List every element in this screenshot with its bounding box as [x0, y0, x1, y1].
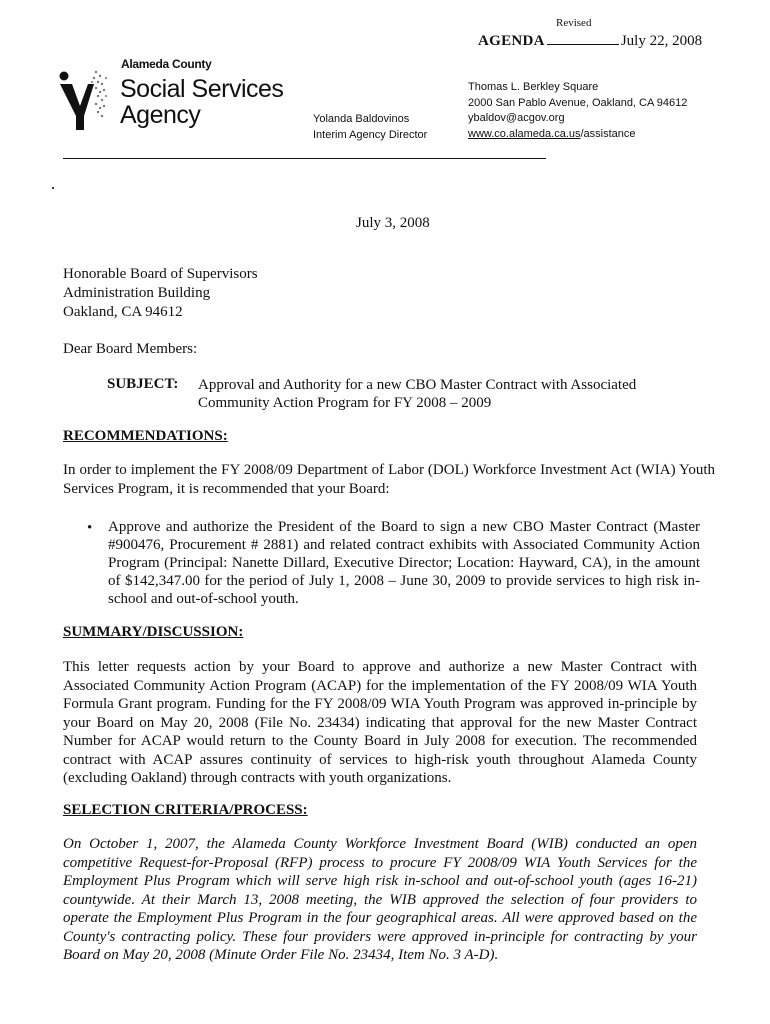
agenda-date: July 22, 2008 [620, 33, 703, 49]
selection-heading: SELECTION CRITERIA/PROCESS: [63, 802, 308, 818]
recipient-line: Honorable Board of Supervisors [63, 266, 258, 282]
recommendations-heading: RECOMMENDATIONS: [63, 428, 228, 444]
revised-stamp: Revised [556, 17, 592, 29]
recommendation-bullet: Approve and authorize the President of the Board to sign a new CBO Master Contract (Master #900476, Procurement # 2881) and related contract exhibits with Associated Community Action Program (Principal: Nanette Dillard, Executive Director; Location: Hayward, CA), in the amount of $142,347.00 for the period of July 1, 2008 – June 30, 2009 to provide services to high risk in-school and out-of-school youth. [108, 519, 700, 607]
agenda-line [478, 32, 702, 50]
agency-logo-icon [58, 62, 118, 132]
agenda-blank-line [547, 32, 619, 45]
website [468, 127, 687, 143]
website-link[interactable]: www.co.alameda.ca.us [468, 127, 581, 140]
bullet-icon: • [87, 520, 93, 536]
address-block [468, 80, 687, 142]
email: ybaldov@acgov.org [468, 112, 565, 124]
summary-body: This letter requests action by your Board to approve and authorize a new Master Contract with Associated Community Action Program (ACAP) for the implementation of the FY 2008/09 WIA Youth Formula Grant program. Funding for the FY 2008/09 WIA Youth Program was approved in-principle by your Board on May 20, 2008 (File No. 23434) indicating that approval for the new Master Contract Number for ACAP would return to the County Board in July 2008 for execution. The recommended contract with ACAP assures continuity of services to high-risk youth throughout Alameda County (excluding Oakland) through contracts with youth organizations. [63, 659, 697, 786]
agency-name-line2: Agency [120, 101, 201, 129]
county-name: Alameda County [121, 57, 212, 71]
selection-body: On October 1, 2007, the Alameda County Workforce Investment Board (WIB) conducted an open competitive Request-for-Proposal (RFP) process to procure FY 2008/09 WIA Youth Services for the Employment Plus Program which will serve high risk in-school and out-of-school youth (ages 16-21) countywide. At their March 13, 2008 meeting, the WIB approved the selection of four providers to operate the Employment Plus Program in the four geographical areas. All were approved based on the County's contracting policy. These four providers were approved in-principle for contracting by your Board on May 20, 2008 (Minute Order File No. 23434, Item No. 3 A-D). [63, 836, 697, 963]
subject-label: SUBJECT: [107, 376, 179, 392]
summary-heading: SUMMARY/DISCUSSION: [63, 624, 244, 640]
recipient-line: Administration Building [63, 285, 211, 301]
agency-name-line1: Social Services [120, 75, 284, 103]
director-title: Interim Agency Director [313, 129, 428, 141]
header-divider [63, 158, 546, 159]
director-name: Yolanda Baldovinos [313, 113, 410, 125]
recommendations-intro: In order to implement the FY 2008/09 Department of Labor (DOL) Workforce Investment Act (WIA) Youth Services Program, it is recommended that your Board: [63, 462, 715, 497]
address-line2: 2000 San Pablo Avenue, Oakland, CA 94612 [468, 96, 688, 109]
agenda-label: AGENDA [478, 33, 545, 49]
website-path: /assistance [580, 127, 636, 140]
salutation: Dear Board Members: [63, 341, 198, 357]
director-block [313, 111, 427, 143]
stray-mark [52, 187, 54, 189]
address-line1: Thomas L. Berkley Square [468, 81, 599, 93]
recipient-line: Oakland, CA 94612 [63, 304, 183, 320]
recipient-address [63, 265, 258, 322]
letter-date: July 3, 2008 [356, 215, 430, 231]
subject-text: Approval and Authority for a new CBO Master Contract with Associated Community Action Program for FY 2008 – 2009 [198, 377, 637, 411]
